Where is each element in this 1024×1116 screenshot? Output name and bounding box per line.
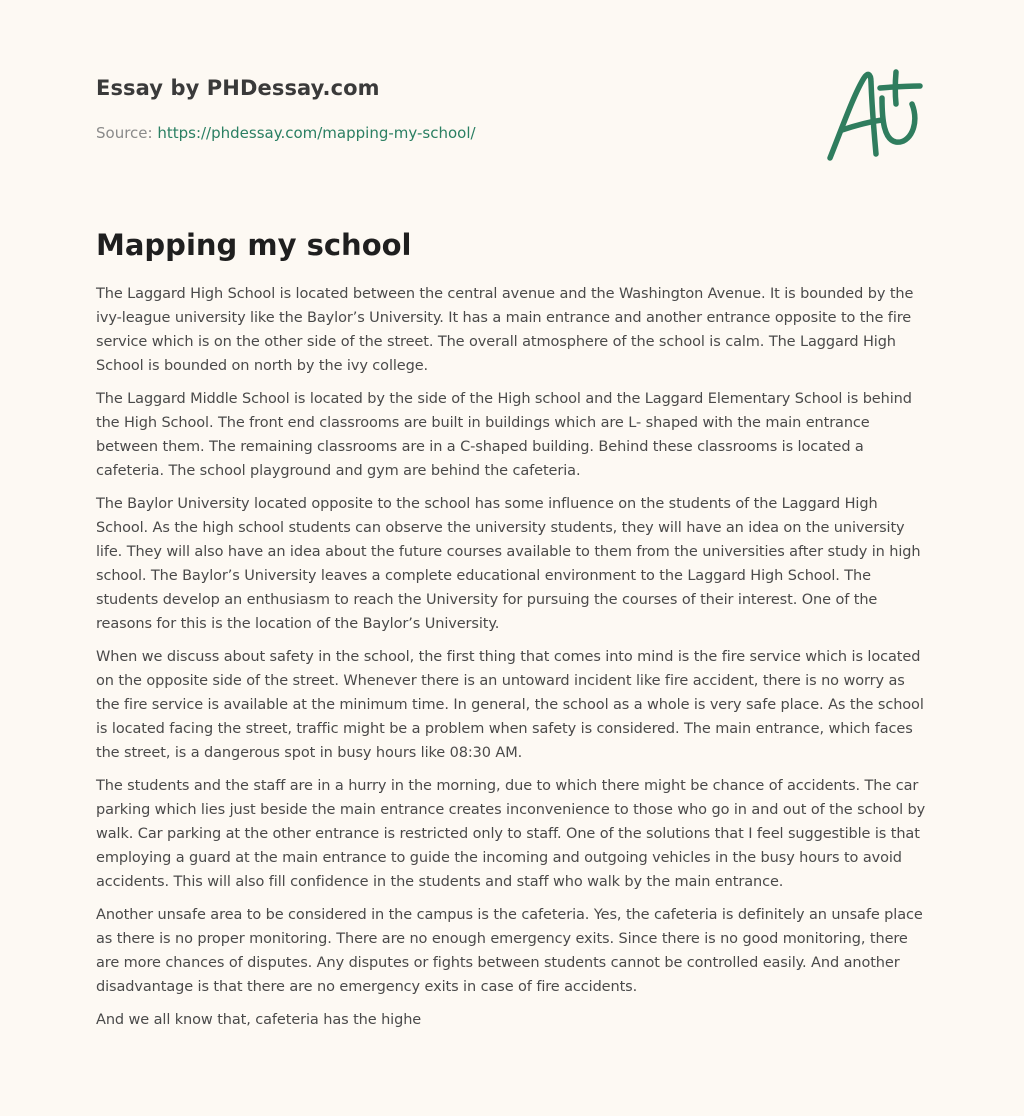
bottom-fade: [0, 1100, 1024, 1116]
essay-paragraph: When we discuss about safety in the school, the first thing that comes into mind is the fire service which is located on the opposite side of the street. Whenever there is an untoward incident like fire accident, there is no worry as the fire service is available at the minimum time. In general, the school as a whole is very safe place. As the school is located facing the street, traffic might be a problem when safety is considered. The main entrance, which faces the street, is a dangerous spot in busy hours like 08:30 AM.: [96, 649, 924, 761]
essay-title: Mapping my school: [96, 228, 412, 262]
a-plus-grade-logo: [824, 68, 928, 164]
essay-paragraph: Another unsafe area to be considered in the campus is the cafeteria. Yes, the cafeteria is definitely an unsafe place as there is no proper monitoring. There are no enough emergency exits. Since there is no good monitoring, there are more chances of disputes. Any disputes or fights between students cannot be controlled easily. And another disadvantage is that there are no emergency exits in case of fire accidents.: [96, 907, 923, 995]
source-link[interactable]: https://phdessay.com/mapping-my-school/: [157, 124, 476, 142]
essay-paragraph: The Laggard High School is located between the central avenue and the Washington Avenue. It is bounded by the ivy-league university like the Baylor’s University. It has a main entrance and another entrance opposite to the fire service which is on the other side of the street. The overall atmosphere of the school is calm. The Laggard High School is bounded on north by the ivy college.: [96, 286, 914, 374]
page-header: [96, 74, 928, 194]
source-line: [96, 124, 476, 142]
source-label: Source:: [96, 124, 158, 142]
essay-paragraph: The Laggard Middle School is located by the side of the High school and the Laggard Elementary School is behind the High School. The front end classrooms are built in buildings which are L- shaped with the main entrance between them. The remaining classrooms are in a C-shaped building. Behind these classrooms is located a cafeteria. The school playground and gym are behind the cafeteria.: [96, 391, 912, 479]
essay-paragraph: The Baylor University located opposite to the school has some influence on the students of the Laggard High School. As the high school students can observe the university students, they will have an idea on the university life. They will also have an idea about the future courses available to them from the universities after study in high school. The Baylor’s University leaves a complete educational environment to the Laggard High School. The students develop an enthusiasm to reach the University for pursuing the courses of their interest. One of the reasons for this is the location of the Baylor’s University.: [96, 496, 921, 632]
essay-content: [96, 226, 932, 1041]
essay-paragraph: The students and the staff are in a hurry in the morning, due to which there might be chance of accidents. The car parking which lies just beside the main entrance creates inconvenience to those who go in and out of the school by walk. Car parking at the other entrance is restricted only to staff. One of the solutions that I feel suggestible is that employing a guard at the main entrance to guide the incoming and outgoing vehicles in the busy hours to avoid accidents. This will also fill confidence in the students and staff who walk by the main entrance.: [96, 778, 926, 890]
site-title: Essay by PHDessay.com: [96, 76, 380, 100]
essay-paragraph-truncated: And we all know that, cafeteria has the highe: [96, 1012, 422, 1028]
